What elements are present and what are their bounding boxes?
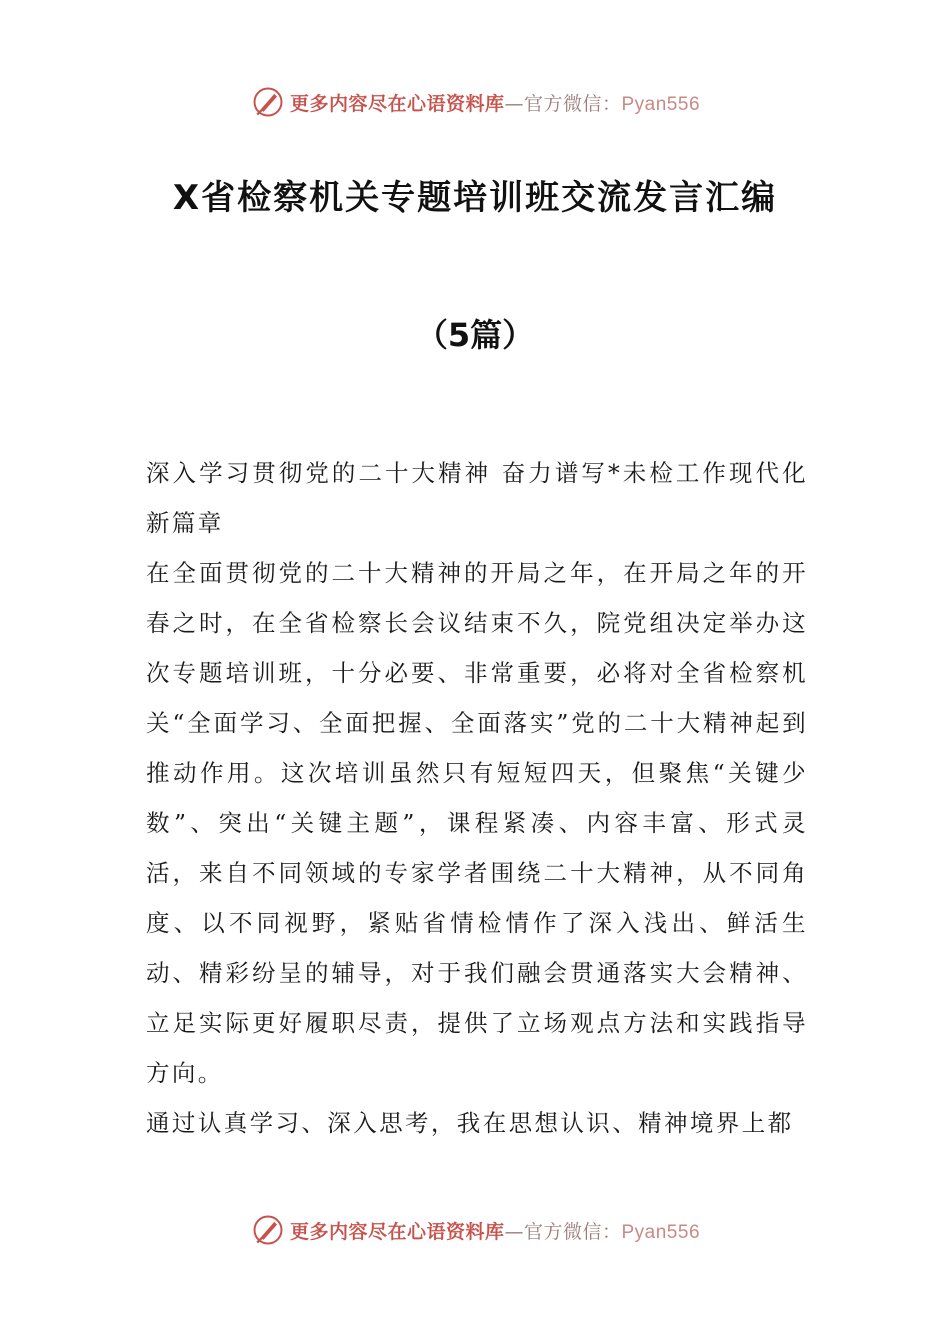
document-subtitle: （5篇） [415,316,535,354]
footer-watermark [0,1210,950,1250]
document-body [146,448,808,1148]
watermark-text: 更多内容尽在心语资料库—官方微信：Pyan556 [289,1220,701,1243]
pen-logo-icon [250,1212,286,1248]
document-title: X省检察机关专题培训班交流发言汇编 [172,178,778,218]
watermark-text: 更多内容尽在心语资料库—官方微信：Pyan556 [289,92,701,115]
body-paragraph: 通过认真学习、深入思考，我在思想认识、精神境界上都 [146,1109,794,1137]
article-heading: 深入学习贯彻党的二十大精神 奋力谱写*未检工作现代化新篇章 [146,459,808,537]
body-paragraph: 在全面贯彻党的二十大精神的开局之年，在开局之年的开春之时，在全省检察长会议结束不久，院党组决定举办这次专题培训班，十分必要、非常重要，必将对全省检察机关“全面学习、全面把握、全面落实”党的二十大精神起到推动作用。这次培训虽然只有短短四天，但聚焦“关键少数”、突出“关键主题”，课程紧凑、内容丰富、形式灵活，来自不同领域的专家学者围绕二十大精神，从不同角度、以不同视野，紧贴省情检情作了深入浅出、鲜活生动、精彩纷呈的辅导，对于我们融会贯通落实大会精神、立足实际更好履职尽责，提供了立场观点方法和实践指导方向。 [146,559,808,1087]
header-watermark [0,82,950,122]
pen-logo-icon [250,84,286,120]
